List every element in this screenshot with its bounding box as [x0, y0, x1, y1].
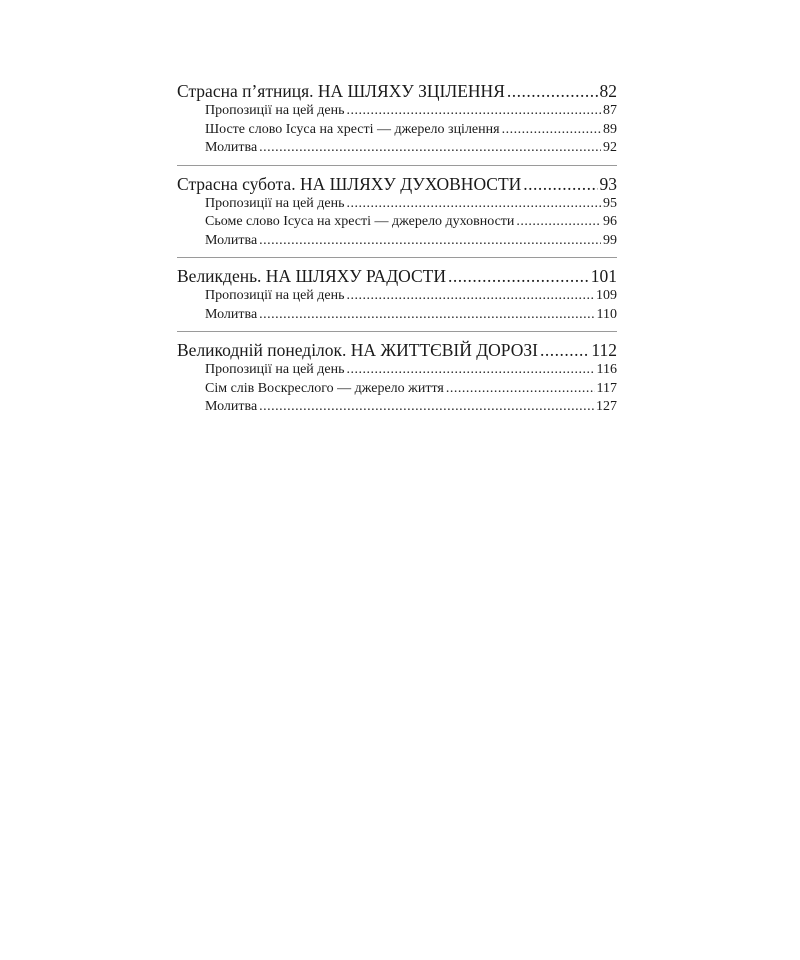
- toc-chapter-title: Великдень. НА ШЛЯХУ РАДОСТИ: [177, 266, 446, 286]
- toc-page-number: 112: [591, 340, 617, 360]
- toc-chapter-entry: [177, 173, 617, 195]
- toc-leader-dots: [523, 173, 597, 195]
- toc-page-number: 110: [596, 306, 617, 322]
- toc-leader-dots: [502, 121, 601, 140]
- toc-page-number: 109: [596, 288, 617, 303]
- toc-leader-dots: [259, 139, 601, 158]
- toc-sub-entry: [177, 121, 617, 140]
- toc-page-number: 116: [596, 362, 617, 377]
- toc-sub-entry: [177, 139, 617, 158]
- toc-leader-dots: [446, 380, 595, 399]
- toc-chapter-entry: [177, 339, 617, 361]
- toc-chapter-title: Страсна субота. НА ШЛЯХУ ДУХОВНОСТИ: [177, 173, 522, 194]
- toc-leader-dots: [259, 398, 594, 417]
- toc-page-number: 92: [603, 140, 617, 155]
- toc-page-number: 93: [599, 173, 617, 194]
- toc-leader-dots: [448, 265, 589, 287]
- toc-sub-title: Молитва: [205, 140, 258, 155]
- toc-sub-title: Пропозиції на цей день: [205, 362, 345, 377]
- toc-sub-entry: [177, 361, 617, 380]
- toc-leader-dots: [347, 361, 595, 380]
- toc-page-number: 96: [603, 214, 617, 229]
- toc-leader-dots: [347, 195, 601, 214]
- toc-sub-title: Молитва: [205, 306, 258, 322]
- toc-section-easter-monday: [177, 331, 617, 417]
- toc-sub-title: Молитва: [205, 232, 258, 248]
- toc-sub-entry: [177, 232, 617, 251]
- toc-section-good-friday: [177, 80, 617, 158]
- toc-sub-title: Пропозиції на цей день: [205, 195, 345, 211]
- toc-page-number: 89: [603, 121, 617, 137]
- toc-chapter-title: Страсна п’ятниця. НА ШЛЯХУ ЗЦІЛЕННЯ: [177, 81, 505, 101]
- toc-section-easter: [177, 257, 617, 324]
- toc-page-number: 127: [596, 399, 617, 414]
- toc-page-number: 99: [603, 232, 617, 248]
- toc-chapter-entry: [177, 265, 617, 287]
- toc-page-number: 87: [603, 103, 617, 118]
- toc-page-number: 95: [603, 195, 617, 211]
- toc-leader-dots: [347, 102, 601, 121]
- toc-sub-title: Пропозиції на цей день: [205, 103, 345, 118]
- toc-sub-entry: [177, 380, 617, 399]
- toc-leader-dots: [259, 232, 601, 251]
- toc-leader-dots: [507, 80, 598, 102]
- toc-page-number: 101: [590, 266, 617, 286]
- toc-leader-dots: [259, 306, 594, 325]
- toc-chapter-title: Великодній понеділок. НА ЖИТТЄВІЙ ДОРОЗІ: [177, 340, 538, 360]
- toc-page-number: 117: [596, 380, 617, 396]
- toc-sub-entry: [177, 102, 617, 121]
- toc-sub-entry: [177, 195, 617, 214]
- table-of-contents: [177, 80, 617, 417]
- toc-page-number: 82: [599, 81, 617, 101]
- toc-sub-entry: [177, 398, 617, 417]
- toc-sub-title: Пропозиції на цей день: [205, 288, 345, 303]
- toc-leader-dots: [540, 339, 589, 361]
- toc-sub-title: Сім слів Воскреслого — джерело життя: [205, 380, 444, 396]
- toc-leader-dots: [516, 213, 601, 232]
- toc-sub-title: Шосте слово Ісуса на хресті — джерело зцілення: [205, 121, 500, 137]
- toc-sub-entry: [177, 287, 617, 306]
- toc-sub-title: Молитва: [205, 399, 258, 414]
- toc-leader-dots: [347, 287, 594, 306]
- toc-sub-entry: [177, 306, 617, 325]
- toc-section-holy-saturday: [177, 165, 617, 251]
- toc-sub-entry: [177, 213, 617, 232]
- toc-sub-title: Сьоме слово Ісуса на хресті — джерело духовности: [205, 214, 515, 229]
- toc-chapter-entry: [177, 80, 617, 102]
